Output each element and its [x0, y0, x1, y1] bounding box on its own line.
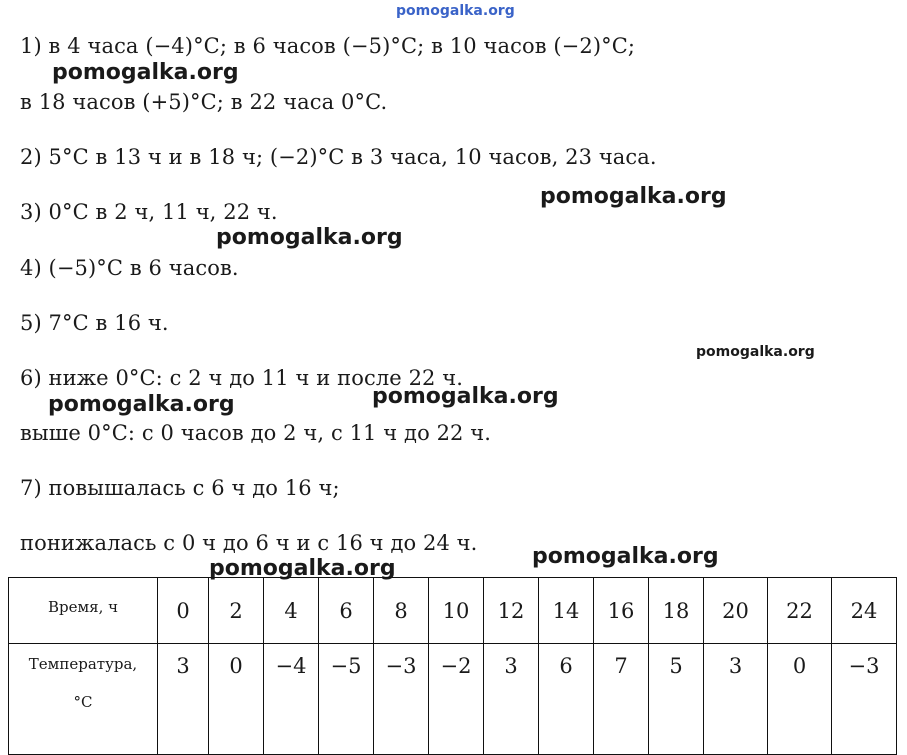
temperature-cell: 6	[539, 644, 594, 755]
watermark: pomogalka.org	[532, 544, 719, 569]
hour-cell: 14	[539, 578, 594, 644]
temperature-table	[8, 577, 897, 755]
hour-cell: 12	[484, 578, 539, 644]
watermark: pomogalka.org	[52, 60, 239, 85]
answer-1-line-2: в 18 часов (+5)°C; в 22 часа 0°C.	[20, 90, 388, 114]
hour-cell: 20	[704, 578, 768, 644]
answer-3: 3) 0°C в 2 ч, 11 ч, 22 ч.	[20, 200, 278, 224]
temperature-cell: 3	[704, 644, 768, 755]
time-row	[9, 578, 897, 644]
watermark: pomogalka.org	[540, 184, 727, 209]
hour-cell: 18	[649, 578, 704, 644]
hour-cell: 0	[158, 578, 209, 644]
temperature-cell: −4	[264, 644, 319, 755]
answer-5: 5) 7°C в 16 ч.	[20, 311, 169, 335]
time-header: Время, ч	[9, 578, 158, 644]
temperature-cell: 3	[158, 644, 209, 755]
temperature-cell: −3	[832, 644, 897, 755]
hour-cell: 10	[429, 578, 484, 644]
temperature-cell: 7	[594, 644, 649, 755]
watermark: pomogalka.org	[372, 384, 559, 409]
hour-cell: 24	[832, 578, 897, 644]
hour-cell: 16	[594, 578, 649, 644]
watermark: pomogalka.org	[48, 392, 235, 417]
answer-7-line-1: 7) повышалась с 6 ч до 16 ч;	[20, 476, 340, 500]
answer-2: 2) 5°C в 13 ч и в 18 ч; (−2)°C в 3 часа, 10 часов, 23 часа.	[20, 145, 657, 169]
answer-6-line-1: 6) ниже 0°C: с 2 ч до 11 ч и после 22 ч.	[20, 366, 464, 390]
watermark-top: pomogalka.org	[396, 3, 515, 19]
hour-cell: 8	[374, 578, 429, 644]
hour-cell: 2	[209, 578, 264, 644]
temperature-unit: °C	[73, 693, 93, 711]
watermark: pomogalka.org	[696, 344, 815, 360]
temperature-cell: −3	[374, 644, 429, 755]
temperature-cell: 0	[209, 644, 264, 755]
temperature-cell: 3	[484, 644, 539, 755]
temperature-header-label: Температура,	[28, 655, 138, 673]
watermark: pomogalka.org	[209, 556, 396, 581]
hour-cell: 6	[319, 578, 374, 644]
answer-6-line-2: выше 0°C: с 0 часов до 2 ч, с 11 ч до 22 ч.	[20, 421, 492, 445]
temperature-header	[9, 644, 158, 755]
temperature-row	[9, 644, 897, 755]
hour-cell: 4	[264, 578, 319, 644]
temperature-cell: 0	[768, 644, 832, 755]
temperature-cell: −2	[429, 644, 484, 755]
answer-1-line-1: 1) в 4 часа (−4)°C; в 6 часов (−5)°C; в 10 часов (−2)°C;	[20, 34, 636, 58]
temperature-cell: −5	[319, 644, 374, 755]
answer-7-line-2: понижалась с 0 ч до 6 ч и с 16 ч до 24 ч.	[20, 531, 478, 555]
hour-cell: 22	[768, 578, 832, 644]
answer-4: 4) (−5)°C в 6 часов.	[20, 256, 239, 280]
temperature-cell: 5	[649, 644, 704, 755]
watermark: pomogalka.org	[216, 225, 403, 250]
